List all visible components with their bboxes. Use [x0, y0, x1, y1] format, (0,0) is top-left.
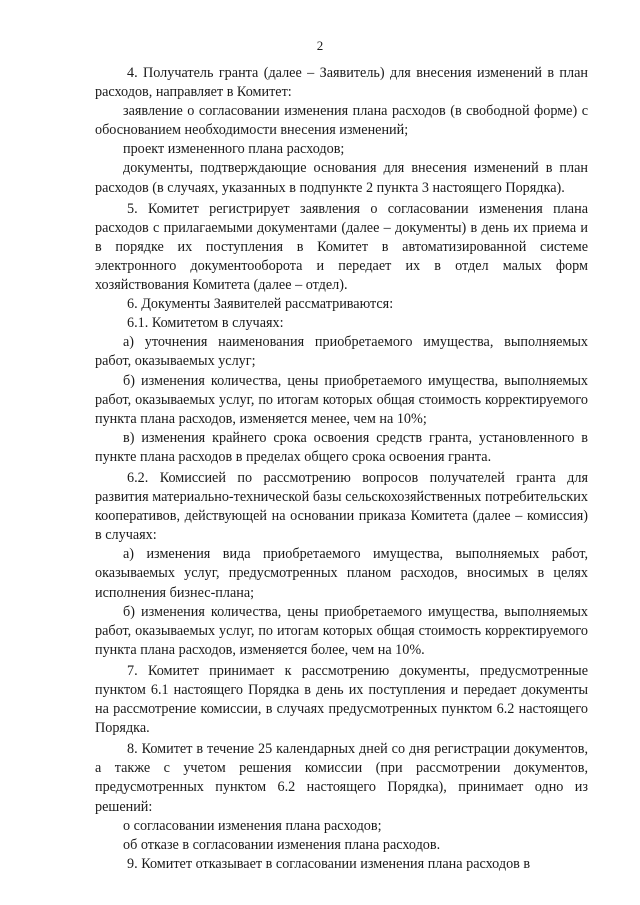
- paragraph-6-1-a: а) уточнения наименования приобретаемого имущества, выполняемых работ, оказываемых услуг;: [95, 334, 588, 370]
- paragraph-8: 8. Комитет в течение 25 календарных дней со дня регистрации документов, а также с учетом решения комиссии (при рассмотрении документов, предусмотренных пунктом 6.2 настоящего Порядка), принимает одно из решений:: [95, 741, 588, 815]
- paragraph-7: 7. Комитет принимает к рассмотрению документы, предусмотренные пунктом 6.1 настоящего Порядка в день их поступления и передает документы на рассмотрение комиссии, в случаях предусмотренных пунктом 6.2 настоящего Порядка.: [95, 662, 588, 737]
- paragraph-8-decision-approve: о согласовании изменения плана расходов;: [123, 817, 382, 834]
- paragraph-6-1-b: б) изменения количества, цены приобретаемого имущества, выполняемых работ, оказываемых услуг, по итогам которых общая стоимость корректируемого пункта плана расходов, изменяется менее, чем на 10%;: [95, 372, 588, 427]
- paragraph-6-1-v: в) изменения крайнего срока освоения средств гранта, установленного в пункте плана расходов в пределах общего срока освоения гранта.: [95, 429, 588, 465]
- paragraph-4-item-supporting-docs: документы, подтверждающие основания для внесения изменений в план расходов (в случаях, указанных в подпункте 2 пункта 3 настоящего Порядка).: [95, 160, 588, 196]
- paragraph-6-2: 6.2. Комиссией по рассмотрению вопросов получателей гранта для развития материально-технической базы сельскохозяйственных потребительских кооперативов, действующей на основании приказа Комитета (далее – комиссия) в случаях:: [95, 469, 588, 544]
- paragraph-6-2-a: а) изменения вида приобретаемого имущества, выполняемых работ, оказываемых услуг, предусмотренных планом расходов, вносимых в целях исполнения бизнес-плана;: [95, 546, 588, 601]
- paragraph-4-item-draft-plan: проект измененного плана расходов;: [123, 141, 345, 158]
- page-number: 2: [316, 38, 324, 53]
- paragraph-6-2-b: б) изменения количества, цены приобретаемого имущества, выполняемых работ, оказываемых услуг, по итогам которых общая стоимость корректируемого пункта плана расходов, изменяется более, чем на 10%.: [95, 603, 588, 658]
- paragraph-5: 5. Комитет регистрирует заявления о согласовании изменения плана расходов с прилагаемыми документами (далее – документы) в день их приема и в порядке их поступления в Комитет в автоматизированной системе электронного документооборота и передает их в отдел малых форм хозяйствования Комитета (далее – отдел).: [95, 200, 588, 294]
- paragraph-8-decision-refuse: об отказе в согласовании изменения плана расходов.: [123, 836, 441, 853]
- paragraph-9: 9. Комитет отказывает в согласовании изменения плана расходов в: [127, 855, 531, 872]
- paragraph-4-item-application: заявление о согласовании изменения плана расходов (в свободной форме) с обоснованием необходимости внесения изменений;: [95, 103, 588, 139]
- paragraph-4: 4. Получатель гранта (далее – Заявитель) для внесения изменений в план расходов, направляет в Комитет:: [95, 65, 588, 101]
- paragraph-6: 6. Документы Заявителей рассматриваются:: [127, 296, 394, 313]
- paragraph-6-1: 6.1. Комитетом в случаях:: [127, 315, 284, 332]
- document-body: [95, 64, 588, 874]
